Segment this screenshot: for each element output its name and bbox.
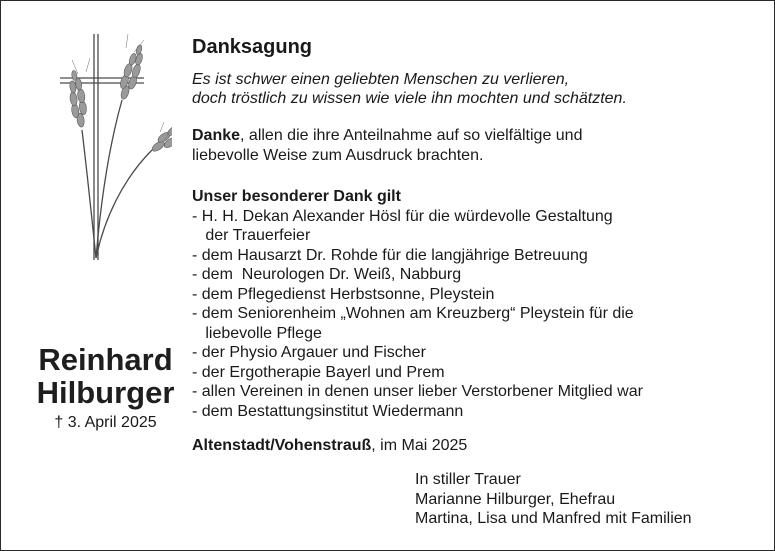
list-item: - dem Hausarzt Dr. Rohde für die langjährige Betreuung xyxy=(192,246,588,264)
page-title: Danksagung xyxy=(192,36,313,58)
signature-line: Martina, Lisa und Manfred mit Familien xyxy=(415,510,692,527)
list-item: - dem Neurologen Dr. Weiß, Nabburg xyxy=(192,266,462,283)
quote-line: doch tröstlich zu wissen wie viele ihn mochten und schätzten. xyxy=(192,90,627,107)
death-date: † 3. April 2025 xyxy=(54,414,157,431)
deceased-first-name: Reinhard xyxy=(38,342,173,377)
cross-with-wheat-icon xyxy=(52,30,172,262)
list-item: - allen Vereinen in denen unser lieber Verstorbener Mitglied war xyxy=(192,383,643,400)
thanks-bold: Danke xyxy=(192,127,241,144)
place-date-text: , im Mai 2025 xyxy=(371,437,468,454)
deceased-last-name: Hilburger xyxy=(36,375,175,410)
special-thanks xyxy=(192,187,762,421)
thanks-line-2: liebevolle Weise zum Ausdruck brachten. xyxy=(192,147,484,164)
quote xyxy=(192,70,762,108)
list-item: - H. H. Dekan Alexander Hösl für die würdevolle Gestaltung xyxy=(192,207,613,225)
signature-line: In stiller Trauer xyxy=(415,471,521,488)
list-item: - dem Bestattungsinstitut Wiedermann xyxy=(192,402,464,420)
list-item: der Trauerfeier xyxy=(192,227,311,244)
special-thanks-list xyxy=(192,207,762,422)
thanks-line-1: , allen die ihre Anteilnahme auf so vielfältige und xyxy=(240,127,583,144)
thanks-paragraph xyxy=(192,126,762,166)
deceased-block xyxy=(18,343,193,433)
place-date xyxy=(192,436,762,456)
list-item: liebevolle Pflege xyxy=(192,324,322,342)
place-name: Altenstadt/Vohenstrauß xyxy=(192,437,372,454)
list-item: - dem Pflegedienst Herbstsonne, Pleystein xyxy=(192,285,495,303)
main-text xyxy=(192,30,762,456)
special-thanks-title: Unser besonderer Dank gilt xyxy=(192,188,401,205)
list-item: - der Physio Argauer und Fischer xyxy=(192,344,426,361)
list-item: - dem Seniorenheim „Wohnen am Kreuzberg“ Pleystein für die xyxy=(192,305,634,322)
signature-line: Marianne Hilburger, Ehefrau xyxy=(415,490,616,508)
quote-line: Es ist schwer einen geliebten Menschen zu verlieren, xyxy=(192,71,570,88)
list-item: - der Ergotherapie Bayerl und Prem xyxy=(192,363,445,381)
signature-block xyxy=(415,470,692,529)
